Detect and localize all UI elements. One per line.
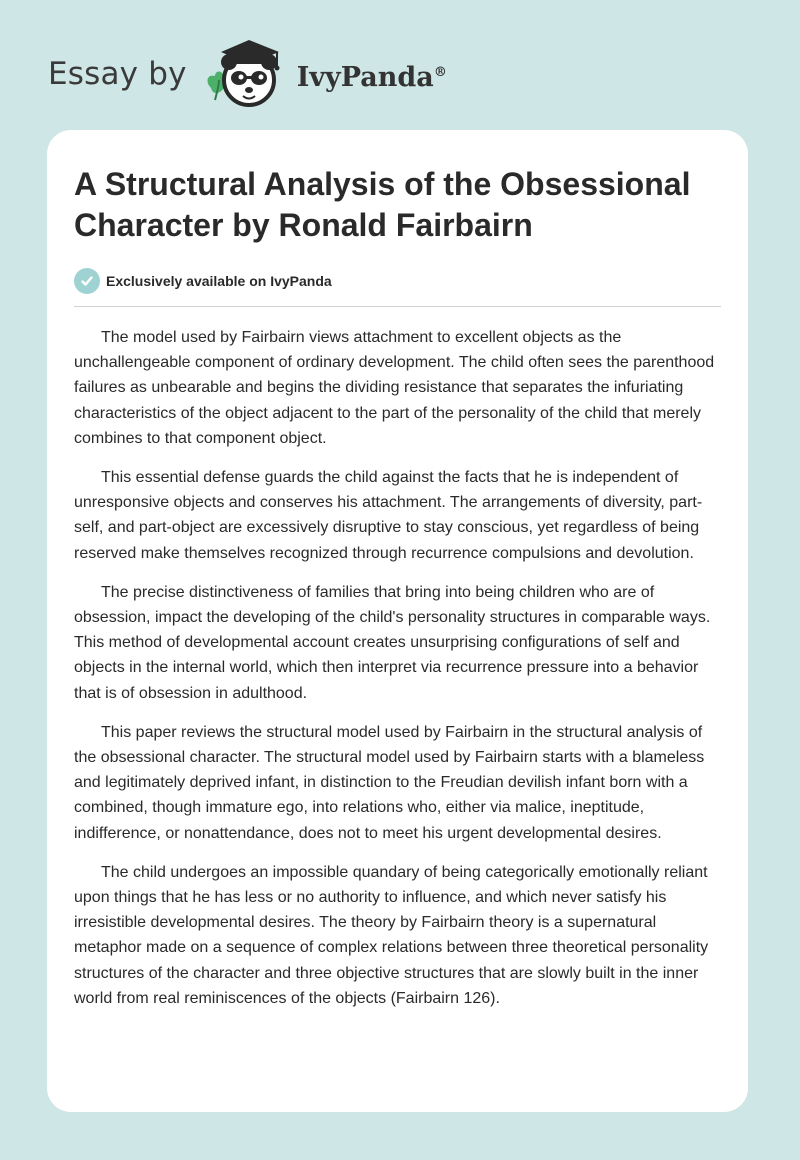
site-brand[interactable]	[48, 34, 447, 114]
paragraph: The model used by Fairbairn views attachment to excellent objects as the unchallengeable component of ordinary development. The child often sees the parenthood failures as unbearable and begins the dividing resistance that separates the infuriating characteristics of the object adjacent to the part of the personality of the child that merely combines to that component object.	[74, 329, 715, 447]
checkmark-icon	[74, 268, 100, 294]
exclusive-badge	[74, 267, 721, 295]
essay-title: A Structural Analysis of the Obsessional Character by Ronald Fairbairn	[74, 166, 691, 243]
essay-body	[74, 325, 721, 1011]
paragraph: The precise distinctiveness of families that bring into being children who are of obsession, impact the developing of the child's personality structures in comparable ways. This method of developmental account creates unsurprising configurations of self and objects in the internal world, which then interpret via recurrence pressure into a behavior that is of obsession in adulthood.	[74, 583, 711, 702]
exclusive-label: Exclusively available on IvyPanda	[106, 273, 332, 289]
essay-card	[47, 130, 748, 1112]
brand-name: IvyPanda®	[296, 61, 447, 93]
paragraph: The child undergoes an impossible quandary of being categorically emotionally reliant upon things that he has less or no authority to influence, and which never satisfy his irresistible developmental desires. The theory by Fairbairn theory is a supernatural metaphor made on a sequence of complex relations between three theoretical personality structures of the character and three objective structures that are slowly built in the inner world from real reminiscences of the objects (Fairbairn 126).	[74, 863, 709, 1007]
panda-logo-icon	[201, 34, 293, 114]
essay-by-label: Essay by	[48, 56, 187, 92]
paragraph: This paper reviews the structural model used by Fairbairn in the structural analysis of the obsessional character. The structural model used by Fairbairn starts with a blameless and legitimately deprived infant, in distinction to the Freudian devilish infant born with a combined, though immature ego, into relations who, either via malice, ineptitude, indifference, or nonattendance, does not to meet his urgent developmental desires.	[74, 723, 705, 842]
paragraph: This essential defense guards the child against the facts that he is independent of unresponsive objects and conserves his attachment. The arrangements of diversity, part-self, and part-object are excessively disruptive to stay conscious, yet regardless of being reserved make themselves recognized through recurrence compulsions and devolution.	[74, 469, 703, 562]
divider	[74, 306, 721, 307]
